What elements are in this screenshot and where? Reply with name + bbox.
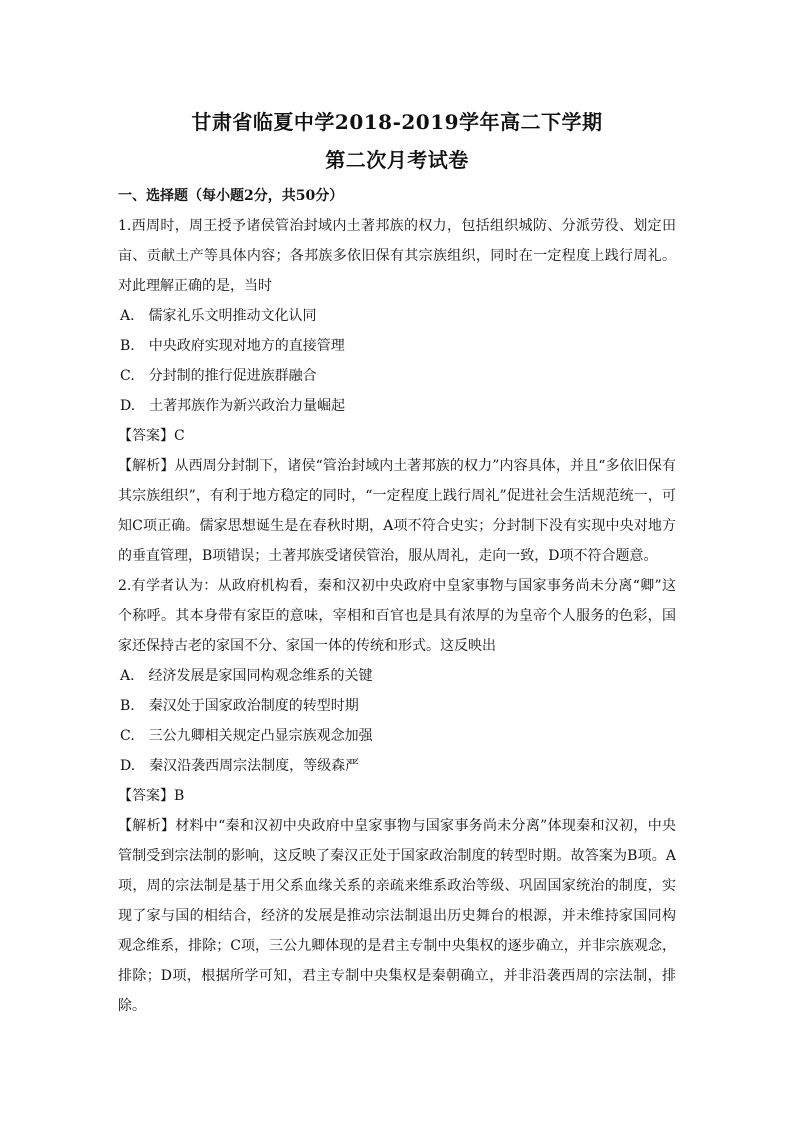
analysis: 【解析】从西周分封制下，诸侯“管治封域内土著邦族的权力”内容具体，并且“多依旧保有其宗族组织”，有利于地方稳定的同时，“一定程度上践行周礼”促进社会生活规范统一，可知C项正确。儒家思想诞生是在春秋时期，A项不符合史实；分封制下没有实现中央对地方的垂直管理，B项错误；土著邦族受诸侯管治，服从周礼，走向一致，D项不符合题意。 [118,458,676,564]
question-stem: 2.有学者认为：从政府机构看，秦和汉初中央政府中皇家事物与国家事务尚未分离“卿”这个称呼。其本身带有家臣的意味，宰相和百官也是具有浓厚的为皇帝个人服务的色彩，国家还保持古老的家国不分、家国一体的传统和形式。这反映出 [118,578,676,654]
exam-title-line2: 第二次月考试卷 [325,148,469,172]
option-a: A. 儒家礼乐文明推动文化认同 [120,308,317,324]
option-b: B. 秦汉处于国家政治制度的转型时期 [120,698,359,714]
option-c: C. 分封制的推行促进族群融合 [120,368,317,384]
answer: 【答案】B [118,788,185,804]
section-heading: 一、选择题（每小题2分，共50分） [118,188,344,204]
exam-title-line1: 甘肃省临夏中学2018-2019学年高二下学期 [191,110,603,134]
option-d: D. 土著邦族作为新兴政治力量崛起 [120,398,346,414]
option-c: C. 三公九卿相关规定凸显宗族观念加强 [120,728,373,744]
question-stem: 1.西周时，周王授予诸侯管治封域内土著邦族的权力，包括组织城防、分派劳役、划定田亩、贡献土产等具体内容；各邦族多依旧保有其宗族组织，同时在一定程度上践行周礼。对此理解正确的是，当时 [118,218,676,294]
option-d: D. 秦汉沿袭西周宗法制度，等级森严 [120,758,360,774]
question-2 [118,571,676,1021]
answer: 【答案】C [118,428,185,444]
question-1 [118,211,676,571]
option-b: B. 中央政府实现对地方的直接管理 [120,338,345,354]
option-a: A. 经济发展是家国同构观念维系的关键 [120,668,373,684]
analysis: 【解析】材料中“秦和汉初中央政府中皇家事物与国家事务尚未分离”体现秦和汉初，中央管制受到宗法制的影响，这反映了秦汉正处于国家政治制度的转型时期。故答案为B项。A项，周的宗法制是基于用父系血缘关系的亲疏来维系政治等级、巩固国家统治的制度，实现了家与国的相结合，经济的发展是推动宗法制退出历史舞台的根源，并未维持家国同构观念维系，排除；C项，三公九卿体现的是君主专制中央集权的逐步确立，并非宗族观念，排除；D项，根据所学可知，君主专制中央集权是秦朝确立，并非沿袭西周的宗法制，排除。 [118,818,676,1014]
